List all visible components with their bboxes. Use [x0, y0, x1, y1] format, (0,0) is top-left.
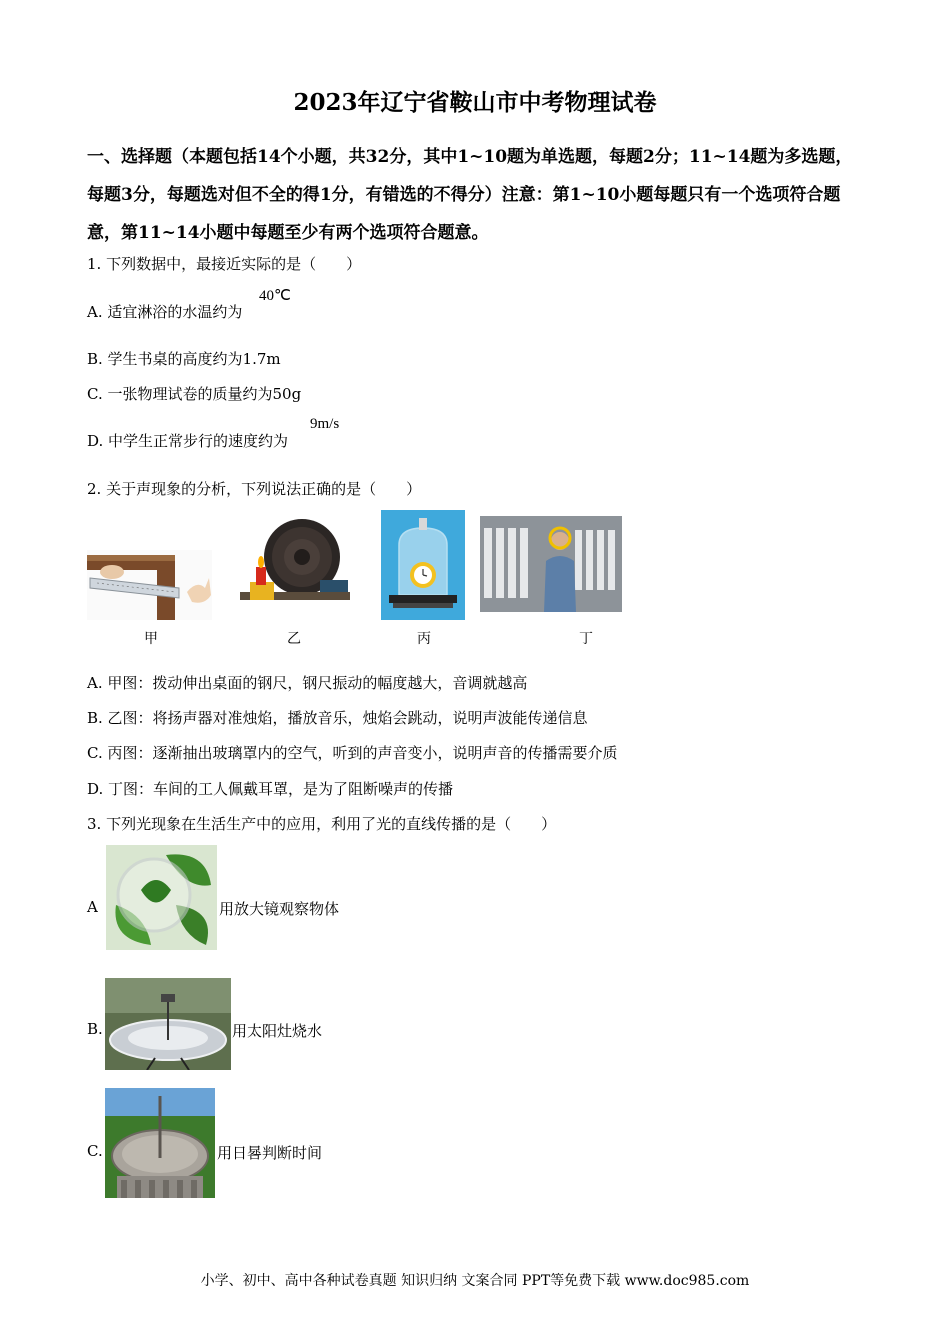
figure-yi-speaker-candle	[240, 512, 350, 612]
figure-sundial	[105, 1088, 215, 1198]
figure-bing-bell-jar	[381, 510, 465, 620]
q3-option-a-text: 用放大镜观察物体	[219, 900, 340, 918]
q3-option-c-label: C.	[87, 1142, 103, 1160]
footer-note: 小学、初中、高中各种试卷真题 知识归纳 文案合同 PPT等免费下载 www.doc985.com	[200, 1273, 750, 1289]
figure-magnifier-leaves	[106, 845, 217, 950]
q1-option-c: C. 一张物理试卷的质量约为50g	[87, 385, 302, 403]
q1-stem: 1. 下列数据中，最接近实际的是（ ）	[87, 255, 362, 273]
q1-option-a: A. 适宜淋浴的水温约为	[87, 303, 243, 321]
caption-yi: 乙	[287, 631, 301, 647]
q2-stem: 2. 关于声现象的分析，下列说法正确的是（ ）	[87, 480, 422, 498]
q3-option-c-text: 用日晷判断时间	[217, 1144, 323, 1162]
caption-ding: 丁	[579, 631, 593, 647]
figure-ding-factory-worker	[480, 516, 622, 612]
q1-option-a-value: 40℃	[259, 288, 291, 304]
q1-option-d-value: 9m/s	[310, 416, 340, 432]
q2-option-a: A. 甲图：拨动伸出桌面的钢尺，钢尺振动的幅度越大，音调就越高	[87, 674, 528, 692]
q1-option-b: B. 学生书桌的高度约为1.7m	[87, 350, 281, 368]
q3-option-b-text: 用太阳灶烧水	[232, 1022, 323, 1040]
caption-jia: 甲	[144, 631, 158, 647]
q2-option-c: C. 丙图：逐渐抽出玻璃罩内的空气，听到的声音变小，说明声音的传播需要介质	[87, 744, 618, 762]
q3-option-b-label: B.	[87, 1020, 103, 1038]
section-instructions: 一、选择题（本题包括14个小题，共32分，其中1~10题为单选题，每题2分；11~14题为多选题，每题3分，每题选对但不全的得1分，有错选的不得分）注意：第1~10小题每题只有一个选项符合题意，第11~14小题中每题至少有两个选项符合题意。	[87, 147, 853, 243]
q1-option-d: D. 中学生正常步行的速度约为	[87, 432, 289, 450]
figure-solar-cooker	[105, 978, 231, 1070]
q3-option-a-label: A	[87, 898, 98, 916]
q2-option-b: B. 乙图：将扬声器对准烛焰，播放音乐，烛焰会跳动，说明声波能传递信息	[87, 709, 588, 727]
q2-option-d: D. 丁图：车间的工人佩戴耳罩，是为了阻断噪声的传播	[87, 780, 454, 798]
caption-bing: 丙	[417, 631, 431, 647]
q3-stem: 3. 下列光现象在生活生产中的应用，利用了光的直线传播的是（ ）	[87, 815, 557, 833]
figure-jia-ruler-table	[87, 550, 212, 620]
page-title: 2023年辽宁省鞍山市中考物理试卷	[293, 89, 657, 116]
